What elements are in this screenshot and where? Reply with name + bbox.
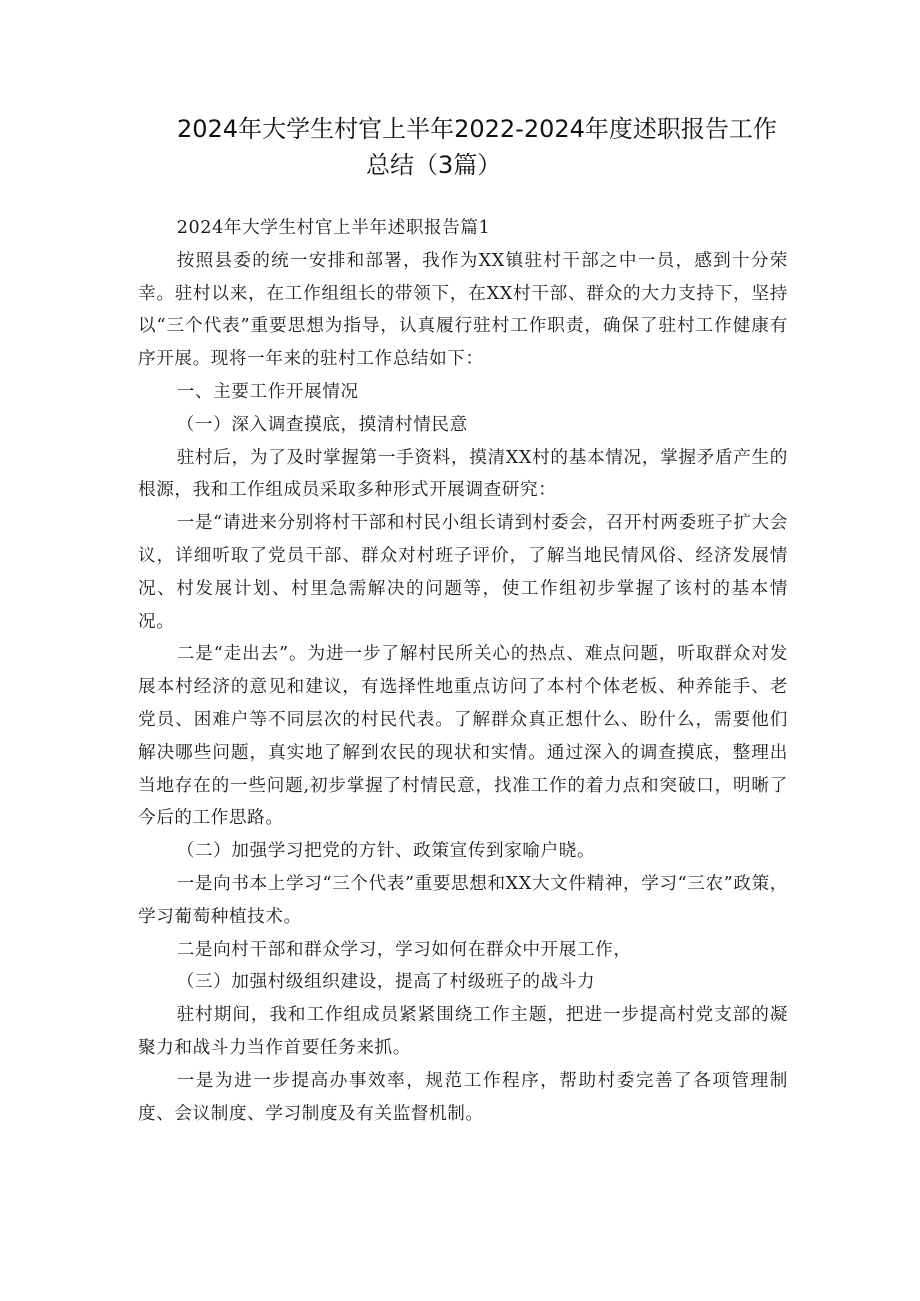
subheading-2: （二）加强学习把党的方针、政策宣传到家喻户晓。 bbox=[176, 841, 596, 862]
document-title-line-1: 2024年大学生村官上半年2022-2024年度述职报告工作 bbox=[177, 115, 777, 143]
paragraph-invite-in: 一是“请进来分别将村干部和村民小组长请到村委会，召开村两委班子扩大会议，详细听取了党员干部、群众对村班子评价，了解当地民情风俗、经济发展情况、村发展计划、村里急需解决的问题等，使工作组初步掌握了该村的基本情况。 bbox=[138, 513, 788, 632]
paragraph-go-out: 二是“走出去”。为进一步了解村民所关心的热点、难点问题，听取群众对发展本村经济的意见和建议，有选择性地重点访问了本村个体老板、种养能手、老党员、困难户等不同层次的村民代表。了解群众真正想什么、盼什么，需要他们解决哪些问题，真实地了解到农民的现状和实情。通过深入的调查摸底，整理出当地存在的一些问题,初步掌握了村情民意，找准工作的着力点和突破口，明晰了今后的工作思路。 bbox=[138, 644, 788, 829]
subheading-3: （三）加强村级组织建设，提高了村级班子的战斗力 bbox=[176, 972, 596, 993]
paragraph-efficiency: 一是为进一步提高办事效率，规范工作程序，帮助村委完善了各项管理制度、会议制度、学习制度及有关监督机制。 bbox=[138, 1070, 788, 1124]
paragraph-study-people: 二是向村干部和群众学习，学习如何在群众中开展工作， bbox=[176, 939, 632, 960]
paragraph-organization: 驻村期间，我和工作组成员紧紧围绕工作主题，把进一步提高村党支部的凝聚力和战斗力当作首要任务来抓。 bbox=[138, 1005, 788, 1058]
document-title-line-2: 总结（3篇） bbox=[366, 151, 502, 179]
section-heading-part-1: 2024年大学生村官上半年述职报告篇1 bbox=[176, 218, 491, 238]
paragraph-study-books: 一是向书本上学习“三个代表”重要思想和XX大文件精神，学习“三农”政策，学习葡萄种植技术。 bbox=[138, 873, 788, 927]
paragraph-intro: 按照县委的统一安排和部署，我作为XX镇驻村干部之中一员，感到十分荣幸。驻村以来，在工作组组长的带领下，在XX村干部、群众的大力支持下，坚持以“三个代表”重要思想为指导，认真履行驻村工作职责，确保了驻村工作健康有序开展。现将一年来的驻村工作总结如下： bbox=[138, 250, 788, 370]
subheading-1: （一）深入调查摸底，摸清村情民意 bbox=[176, 414, 468, 435]
paragraph-investigation: 驻村后，为了及时掌握第一手资料，摸清XX村的基本情况，掌握矛盾产生的根源，我和工作组成员采取多种形式开展调查研究： bbox=[138, 447, 788, 501]
document-body bbox=[138, 212, 788, 1130]
heading-main-work: 一、主要工作开展情况 bbox=[176, 381, 359, 402]
